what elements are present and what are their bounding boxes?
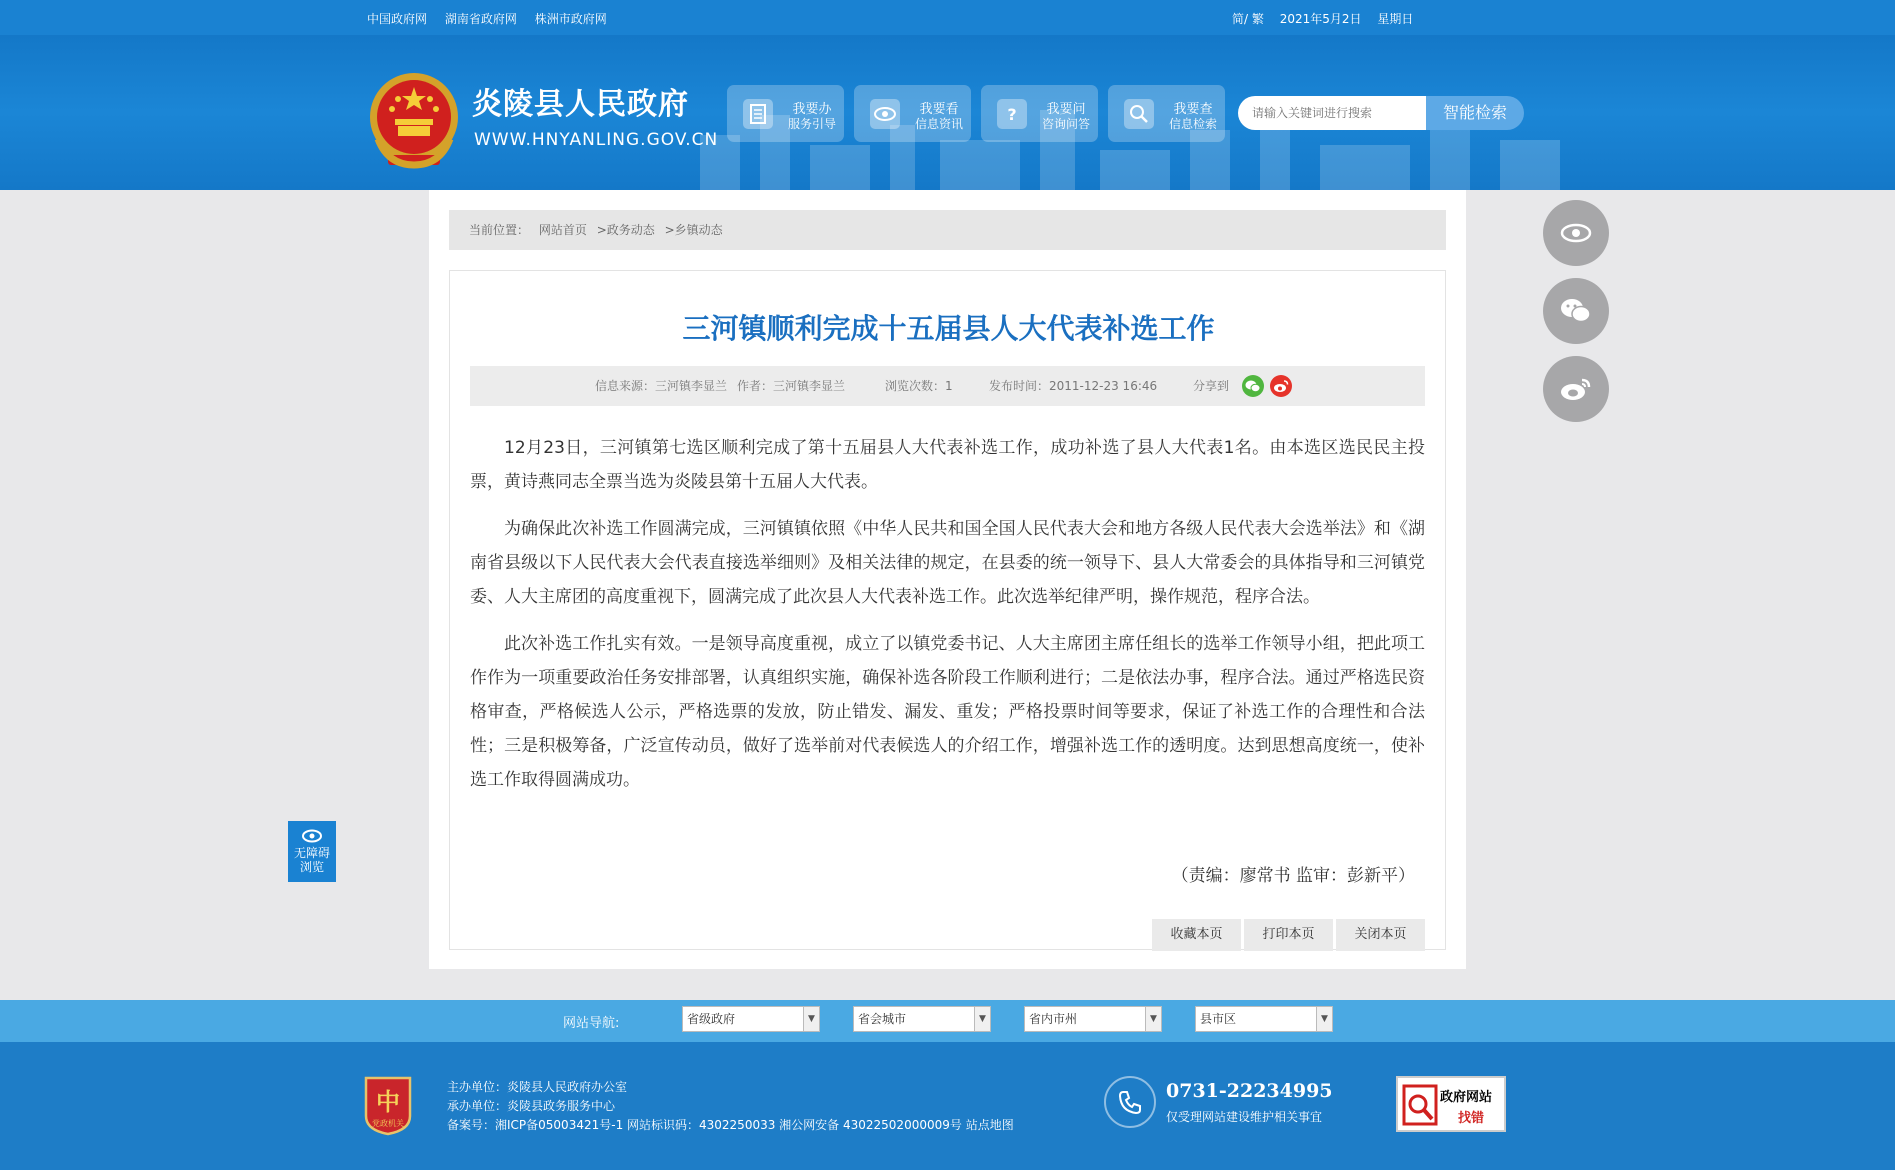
- accessibility-label-2: 浏览: [299, 860, 324, 874]
- article-paragraph: 为确保此次补选工作圆满完成，三河镇镇依照《中华人民共和国全国人民代表大会和地方各级人民代表大会选举法》和《湖南省县级以下人民代表大会代表直接选举细则》及相关法律的规定，在县委的统一领导下、县人大常委会的具体指导和三河镇党委、人大主席团的高度重视下，圆满完成了此次县人大代表补选工作。此次选举纪律严明，操作规范，程序合法。: [470, 519, 1425, 607]
- select-counties[interactable]: [1195, 1006, 1333, 1032]
- quick-link-title: 我要看: [919, 102, 959, 117]
- top-links: [367, 10, 621, 27]
- breadcrumb-politics[interactable]: >政务动态: [596, 223, 655, 237]
- article-body: [470, 431, 1425, 810]
- question-icon: [997, 99, 1027, 129]
- main-container: [429, 190, 1466, 969]
- wechat-share-icon[interactable]: [1242, 375, 1264, 397]
- party-gov-logo-text: 党政机关: [372, 1119, 404, 1128]
- quick-link-info[interactable]: [854, 85, 971, 142]
- gov-site-error-report-badge[interactable]: [1396, 1076, 1506, 1132]
- quick-link-subtitle: 咨询问答: [1041, 117, 1090, 131]
- footer-record[interactable]: 备案号：湘ICP备05003421号-1 网站标识码：4302250033 湘公网安备 43022502000009号 站点地图: [447, 1118, 1014, 1132]
- select-value: 省内市州: [1029, 1012, 1078, 1026]
- select-value: 省级政府: [687, 1012, 736, 1026]
- footer-host: 主办单位：炎陵县人民政府办公室: [447, 1080, 628, 1094]
- party-gov-logo[interactable]: [362, 1074, 414, 1136]
- quick-link-title: 我要问: [1046, 102, 1086, 117]
- top-link-gov-cn[interactable]: 中国政府网: [367, 12, 428, 26]
- eye-icon: [301, 829, 323, 843]
- search-icon: [1124, 99, 1154, 129]
- article: [449, 270, 1446, 950]
- site-title[interactable]: 炎陵县人民政府: [472, 87, 689, 122]
- breadcrumb-township[interactable]: >乡镇动态: [664, 223, 723, 237]
- chevron-down-icon: ▼: [1145, 1007, 1161, 1031]
- article-paragraph: 此次补选工作扎实有效。一是领导高度重视，成立了以镇党委书记、人大主席团主席任组长的选举工作领导小组，把此项工作作为一项重要政治任务安排部署，认真组织实施，确保补选各阶段工作顺利进行；二是依法办事，程序合法。通过严格选民资格审查，严格候选人公示，严格选票的发放，防止错发、漏发、重发；严格投票时间等要求，保证了补选工作的合理性和合法性；三是积极筹备，广泛宣传动员，做好了选举前对代表候选人的介绍工作，增强补选工作的透明度。达到思想高度统一，使补选工作取得圆满成功。: [470, 634, 1425, 790]
- top-link-hunan[interactable]: 湖南省政府网: [444, 12, 517, 26]
- quick-link-title: 我要查: [1173, 102, 1213, 117]
- chevron-down-icon: ▼: [1316, 1007, 1332, 1031]
- quick-link-subtitle: 服务引导: [787, 117, 836, 131]
- badge-line-2: 找错: [1458, 1111, 1485, 1126]
- quick-link-title: 我要办: [792, 102, 832, 117]
- footer-organizer: 承办单位：炎陵县政务服务中心: [447, 1099, 616, 1113]
- weibo-share-icon[interactable]: [1270, 375, 1292, 397]
- quick-link-subtitle: 信息资讯: [914, 117, 963, 131]
- weibo-icon: [1560, 376, 1592, 402]
- top-bar: [0, 0, 1895, 35]
- badge-line-1: 政府网站: [1440, 1090, 1493, 1105]
- eye-icon: [870, 99, 900, 129]
- select-value: 县市区: [1200, 1012, 1237, 1026]
- meta-share-label: 分享到: [1193, 379, 1230, 393]
- footer-info: [447, 1078, 1014, 1135]
- article-title: 三河镇顺利完成十五届县人大代表补选工作: [682, 312, 1215, 345]
- float-view-button[interactable]: [1543, 200, 1609, 266]
- magnifier-icon: [1402, 1084, 1438, 1126]
- select-province-cities[interactable]: [1024, 1006, 1162, 1032]
- close-page-button[interactable]: 关闭本页: [1336, 919, 1425, 951]
- chevron-down-icon: ▼: [974, 1007, 990, 1031]
- wechat-icon: [1560, 297, 1592, 325]
- accessibility-button[interactable]: [288, 821, 336, 882]
- meta-author: 作者：三河镇李显兰: [737, 379, 846, 393]
- footer-phone-note: 仅受理网站建设维护相关事宜: [1166, 1110, 1323, 1124]
- meta-source: 信息来源：三河镇李显兰: [595, 379, 728, 393]
- chevron-down-icon: ▼: [803, 1007, 819, 1031]
- phone-icon: [1104, 1076, 1156, 1128]
- article-editor: （责编：廖常书 监审：彭新平）: [1171, 866, 1415, 886]
- site-header: [0, 35, 1895, 190]
- float-weibo-button[interactable]: [1543, 356, 1609, 422]
- article-paragraph: 12月23日，三河镇第七选区顺利完成了第十五届县人大代表补选工作，成功补选了县人大代表1名。由本选区选民民主投票，黄诗燕同志全票当选为炎陵县第十五届人大代表。: [470, 438, 1425, 492]
- site-footer: [0, 1042, 1895, 1170]
- current-date: 2021年5月2日: [1279, 12, 1362, 26]
- national-emblem-icon: [368, 69, 460, 171]
- select-provincial-gov[interactable]: [682, 1006, 820, 1032]
- top-link-zhuzhou[interactable]: 株洲市政府网: [534, 12, 607, 26]
- print-page-button[interactable]: 打印本页: [1244, 919, 1333, 951]
- quick-link-service[interactable]: [727, 85, 844, 142]
- quick-link-subtitle: 信息检索: [1168, 117, 1217, 131]
- site-url: WWW.HNYANLING.GOV.CN: [474, 130, 719, 150]
- breadcrumb-home[interactable]: 网站首页: [538, 223, 587, 237]
- quick-link-search[interactable]: [1108, 85, 1225, 142]
- document-icon: [743, 99, 773, 129]
- svg-text:中: 中: [376, 1087, 400, 1116]
- current-weekday: 星期日: [1377, 12, 1414, 26]
- site-nav-label: 网站导航:: [563, 1016, 620, 1031]
- select-capital-cities[interactable]: [853, 1006, 991, 1032]
- quick-link-ask[interactable]: [981, 85, 1098, 142]
- breadcrumb: [449, 210, 1446, 250]
- article-meta: [470, 366, 1425, 406]
- search-input[interactable]: [1238, 96, 1426, 130]
- select-value: 省会城市: [858, 1012, 907, 1026]
- bookmark-page-button[interactable]: 收藏本页: [1152, 919, 1241, 951]
- breadcrumb-label: 当前位置：: [469, 223, 530, 237]
- meta-views: 浏览次数：1: [885, 379, 953, 393]
- article-actions: [1149, 919, 1425, 951]
- footer-phone: 0731-22234995: [1166, 1080, 1333, 1102]
- accessibility-label-1: 无障碍: [293, 846, 330, 860]
- float-wechat-button[interactable]: [1543, 278, 1609, 344]
- svg-text:?: ?: [1007, 105, 1017, 124]
- language-switch[interactable]: 简/ 繁: [1232, 12, 1264, 26]
- search-button[interactable]: 智能检索: [1426, 96, 1524, 130]
- site-nav-bar: [0, 1000, 1895, 1042]
- eye-icon: [1560, 223, 1592, 243]
- meta-published: 发布时间：2011-12-23 16:46: [989, 379, 1158, 393]
- top-right-info: [1232, 10, 1425, 27]
